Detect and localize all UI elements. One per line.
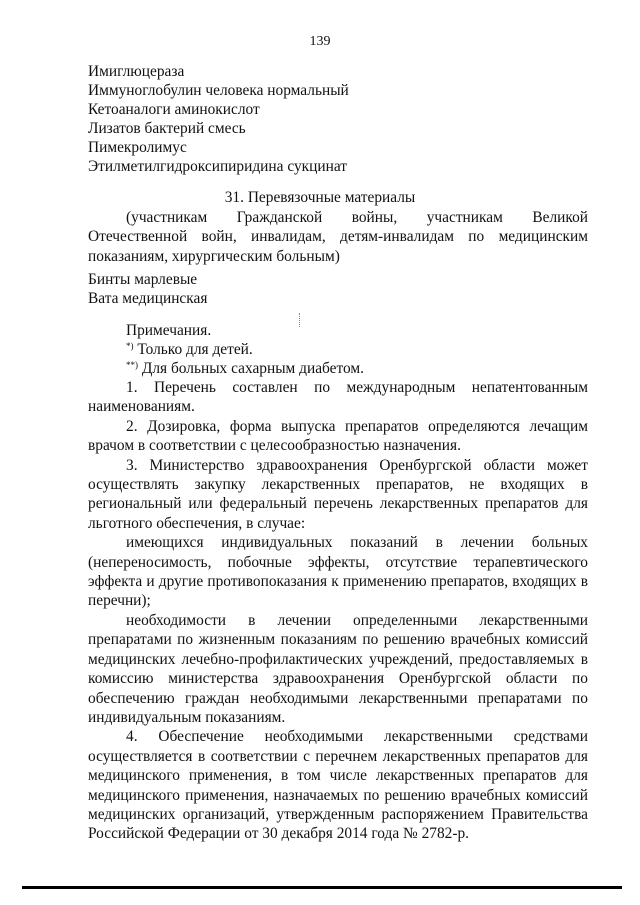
drug-list-item: Иммуноглобулин человека нормальный [88, 82, 349, 99]
drug-list-item: Кетоаналоги аминокислот [88, 101, 260, 118]
footnote-mark: *) [126, 341, 134, 351]
section-subheading [88, 208, 588, 266]
footnote-text: Только для детей. [133, 341, 253, 358]
footnote-children [126, 340, 253, 359]
footnote-text: Для больных сахарным диабетом. [138, 360, 364, 377]
note-item-2: 2. Дозировка, форма выпуска препаратов определяются лечащим врачом в соответствии с целесообразностью назначения. [88, 417, 588, 455]
footnote-diabetes [126, 359, 364, 378]
note-item-4: 4. Обеспечение необходимыми лекарственными средствами осуществляется в соответствии с перечнем лекарственных препаратов для медицинского применения, в том числе лекарственных препаратов для медицинского применения, назначаемых по решению врачебных комиссий медицинских организаций, утвержденным распоряжением Правительства Российской Федерации от 30 декабря 2014 года № 2782-р. [88, 728, 588, 843]
note-item-1: 1. Перечень составлен по международным непатентованным наименованиям. [88, 379, 588, 416]
notes-title: Примечания. [126, 322, 212, 339]
drug-list-item: Лизатов бактерий смесь [88, 120, 246, 137]
page-number: 139 [309, 34, 331, 49]
scan-artifact [299, 313, 302, 327]
dressing-item: Бинты марлевые [88, 271, 198, 288]
section-subheading-text: (участникам Гражданской войны, участникам Великой Отечественной войн, инвалидам, детям-инвалидам по медицинским показаниям, хирургическим больным) [88, 209, 588, 265]
note-item-3: 3. Министерство здравоохранения Оренбургской области может осуществлять закупку лекарственных препаратов, не входящих в региональный или федеральный перечень лекарственных препаратов для льготного обеспечения, в случае: [88, 456, 588, 532]
note-item-3-clause-a: имеющихся индивидуальных показаний в лечении больных (непереносимость, побочные эффекты, отсутствие терапевтического эффекта и другие противопоказания к применению препаратов, входящих в перечни); [88, 534, 588, 610]
drug-list-item: Имиглюцераза [88, 63, 185, 80]
drug-list-item: Пимекролимус [88, 139, 187, 156]
section-heading: 31. Перевязочные материалы [224, 189, 416, 206]
notes-body [88, 378, 588, 844]
note-item-3-clause-b: необходимости в лечении определенными лекарственными препаратами по жизненным показаниям по решению врачебных комиссий медицинских лечебно-профилактических учреждений, предоставляемых в комиссию министерства здравоохранения Оренбургской области по обеспечению граждан необходимыми лекарственными препаратами по индивидуальным показаниям. [88, 611, 588, 726]
footnote-mark: **) [126, 360, 138, 370]
dressing-item: Вата медицинская [88, 290, 208, 307]
drug-list-item: Этилметилгидроксипиридина сукцинат [88, 158, 348, 175]
bottom-rule [22, 886, 622, 889]
